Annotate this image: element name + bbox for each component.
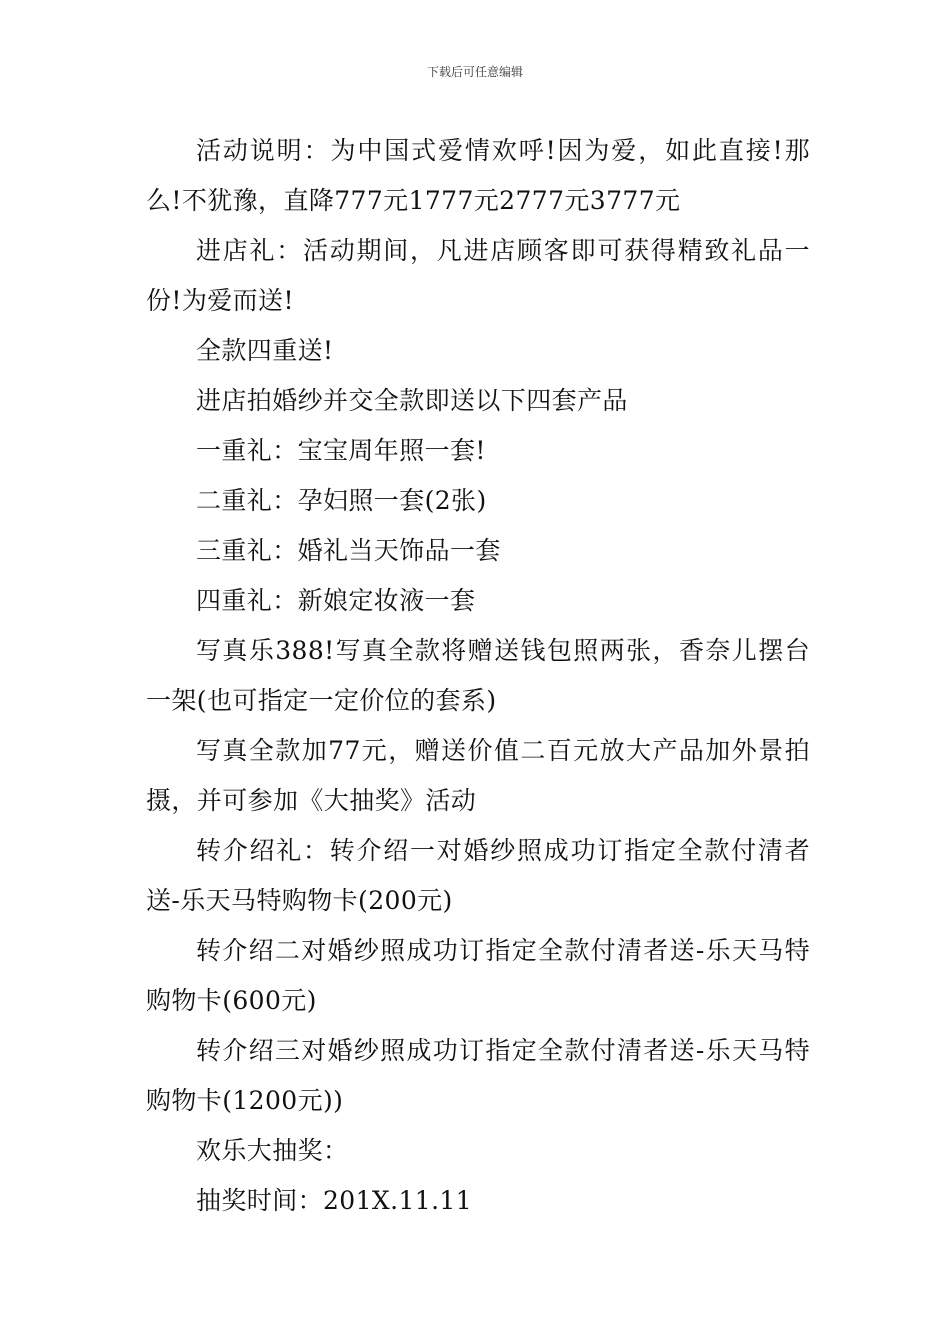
paragraph-referral-three: 转介绍三对婚纱照成功订指定全款付清者送-乐天马特购物卡(1200元)) xyxy=(146,1036,810,1115)
document-body xyxy=(146,126,810,1226)
paragraph-entry-gift: 进店礼：活动期间，凡进店顾客即可获得精致礼品一份!为爱而送! xyxy=(146,236,810,315)
paragraph-activity-description: 活动说明：为中国式爱情欢呼!因为爱，如此直接!那么!不犹豫，直降777元1777元2777元3777元 xyxy=(146,136,810,215)
paragraph-gift-one: 一重礼：宝宝周年照一套! xyxy=(196,436,486,465)
paragraph-four-gifts-title: 全款四重送! xyxy=(196,336,334,365)
paragraph-lottery-time: 抽奖时间：201X.11.11 xyxy=(196,1186,473,1215)
paragraph-gift-three: 三重礼：婚礼当天饰品一套 xyxy=(196,536,501,565)
page-header: 下载后可任意编辑 xyxy=(426,65,523,79)
paragraph-four-gifts-intro: 进店拍婚纱并交全款即送以下四套产品 xyxy=(196,386,628,415)
paragraph-portrait-upgrade: 写真全款加77元，赠送价值二百元放大产品加外景拍摄，并可参加《大抽奖》活动 xyxy=(146,736,810,815)
paragraph-referral-one: 转介绍礼：转介绍一对婚纱照成功订指定全款付清者送-乐天马特购物卡(200元) xyxy=(146,836,810,915)
paragraph-lottery-title: 欢乐大抽奖： xyxy=(196,1136,349,1165)
paragraph-portrait-offer: 写真乐388!写真全款将赠送钱包照两张，香奈儿摆台一架(也可指定一定价位的套系) xyxy=(146,636,810,715)
paragraph-gift-two: 二重礼：孕妇照一套(2张) xyxy=(196,486,487,515)
paragraph-gift-four: 四重礼：新娘定妆液一套 xyxy=(196,586,476,615)
paragraph-referral-two: 转介绍二对婚纱照成功订指定全款付清者送-乐天马特购物卡(600元) xyxy=(146,936,810,1015)
